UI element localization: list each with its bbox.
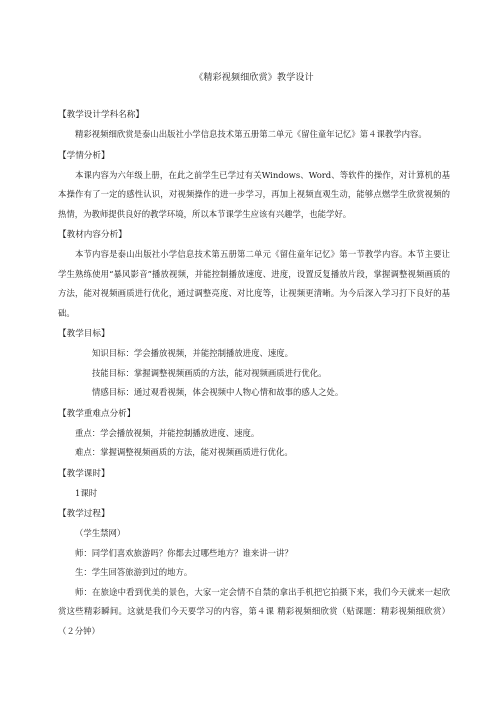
section-paragraph-subject: 精彩视频细欣赏是泰山出版社小学信息技术第五册第二单元《留住童年记忆》第４课教学内容。 — [75, 129, 427, 139]
section-heading-subject: 【教学设计学科名称】 — [58, 110, 144, 120]
class-hours-value: 1课时 — [75, 487, 98, 498]
process-teacher-question: 师：同学们喜欢旅游吗？你都去过哪些地方？谁来讲一讲？ — [75, 547, 293, 558]
section-paragraph-learner-analysis: 本课内容为六年级上册，在此之前学生已学过有关Windows、Word、等软件的操作，对计算机的基本操作有了一定的感性认识，对视频操作的进一步学习，再加上视频直观生动，能够点燃学生欣赏视频的热情，为教师提供良好的教学环境，所以本节课学生应该有兴趣学，也能学好。 — [58, 169, 450, 219]
difficult-point: 难点：掌握调整视频画质的方法，能对视频画质进行优化。 — [75, 447, 293, 457]
section-heading-learner-analysis: 【学情分析】 — [58, 150, 110, 161]
section-heading-teaching-process: 【教学过程】 — [58, 509, 110, 519]
section-heading-objectives: 【教学目标】 — [58, 329, 110, 339]
process-student-answer: 生：学生回答旅游到过的地方。 — [75, 567, 193, 577]
objective-emotion: 情感目标：通过观看视频，体会视频中人物心情和故事的感人之处。 — [92, 387, 344, 397]
document-title: 《精彩视频细欣赏》教学设计 — [194, 73, 314, 83]
section-paragraph-material-analysis: 本节内容是泰山出版社小学信息技术第五册第二单元《留住童年记忆》第一节教学内容。本节主要让学生熟练使用“暴风影音”播放视频，并能控制播放速度、进度，设置反复播放片段，掌握调整视频画质的方法，能对视频画质进行优化，通过调整亮度、对比度等，让视频更清晰。为今后深入学习打下良好的基础。 — [58, 249, 450, 318]
process-teacher-intro: 师：在旅途中看到优美的景色，大家一定会情不自禁的拿出手机把它拍摄下来，我们今天就来一起欣赏这些精彩瞬间。这就是我们今天要学习的内容，第４课 精彩视频细欣赏（贴课题：精彩视频细欣赏）（２分钟） — [58, 586, 450, 636]
process-note: （学生禁网） — [75, 528, 126, 538]
objective-skill: 技能目标：掌握调整视频画质的方法，能对视频画质进行优化。 — [92, 367, 327, 378]
section-heading-key-points: 【教学重难点分析】 — [58, 408, 136, 419]
section-heading-class-hours: 【教学课时】 — [58, 468, 110, 479]
key-point: 重点：学会播放视频，并能控制播放进度、速度。 — [75, 427, 260, 438]
section-heading-material-analysis: 【教材内容分析】 — [58, 230, 127, 240]
objective-knowledge: 知识目标：学会播放视频，并能控制播放进度、速度。 — [92, 348, 293, 358]
